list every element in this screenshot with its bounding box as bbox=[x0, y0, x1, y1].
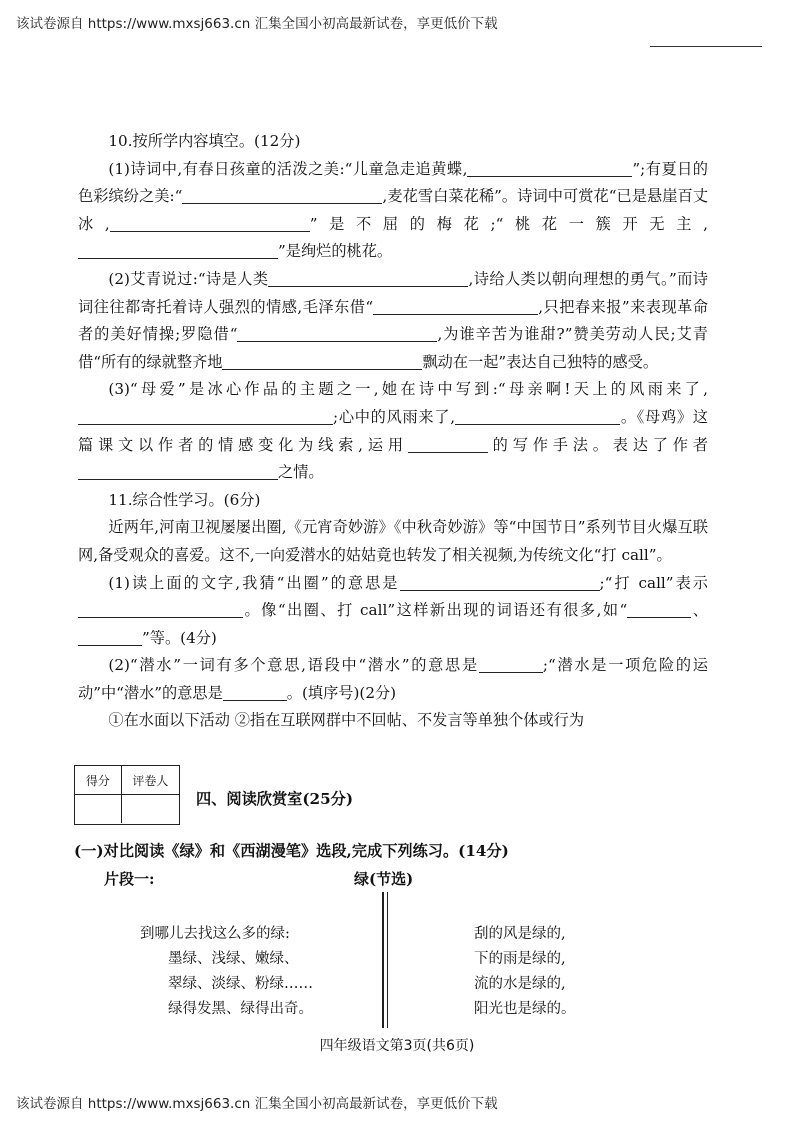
answer-blank[interactable] bbox=[467, 160, 632, 177]
watermark-bottom: 该试卷源自 https://www.mxsj663.cn 汇集全国小初高最新试卷，享更低价下载 bbox=[16, 1096, 498, 1112]
question-11-options: ①在水面以下活动 ②指在互联网群中不回帖、不发言等单独个体或行为 bbox=[108, 711, 585, 730]
text-segment: ,只把春来报”来表现革命者的美好情操;罗隐借“ bbox=[78, 297, 709, 344]
grader-cell[interactable] bbox=[121, 795, 179, 823]
text-segment: (1)诗词中,有春日孩童的活泼之美:“儿童急走追黄蝶, bbox=[108, 159, 468, 178]
text-segment: 。像“出圈、打 call”这样新出现的词语还有很多,如“ bbox=[243, 601, 628, 620]
answer-blank[interactable] bbox=[408, 436, 488, 453]
watermark-top: 该试卷源自 https://www.mxsj663.cn 汇集全国小初高最新试卷，享更低价下载 bbox=[16, 16, 498, 32]
answer-blank[interactable] bbox=[222, 353, 422, 370]
poem-left-column bbox=[140, 922, 313, 1022]
question-10-part-1 bbox=[78, 156, 708, 266]
fragment-label: 片段一: bbox=[104, 870, 155, 888]
answer-blank[interactable] bbox=[268, 270, 468, 287]
answer-blank[interactable] bbox=[78, 601, 243, 618]
answer-blank[interactable] bbox=[78, 408, 333, 425]
text-segment: 、 bbox=[691, 601, 708, 620]
poem-line: 阳光也是绿的。 bbox=[474, 1001, 576, 1017]
text-segment: (2)艾青说过:“诗是人类 bbox=[108, 269, 269, 288]
text-segment: (2)“潜水”一词有多个意思,语段中“潜水”的意思是 bbox=[108, 656, 479, 675]
poem-line: 墨绿、浅绿、嫩绿、 bbox=[168, 951, 299, 967]
answer-blank[interactable] bbox=[455, 408, 620, 425]
question-content bbox=[78, 128, 708, 735]
text-segment: (3)“母爱”是冰心作品的主题之一,她在诗中写到:“母亲啊!天上的风雨来了, bbox=[108, 380, 708, 399]
score-box-body bbox=[75, 794, 179, 823]
poem-line: 翠绿、淡绿、粉绿…… bbox=[168, 976, 313, 992]
answer-blank[interactable] bbox=[78, 629, 142, 646]
poem-divider bbox=[382, 892, 384, 1028]
answer-blank[interactable] bbox=[479, 656, 543, 673]
header-rule bbox=[650, 46, 762, 47]
answer-blank[interactable] bbox=[373, 298, 538, 315]
question-11-part-2 bbox=[78, 652, 708, 707]
question-11-title: 11.综合性学习。(6分) bbox=[108, 490, 261, 509]
question-10-part-3 bbox=[78, 376, 708, 486]
text-segment: ”等。(4分) bbox=[142, 628, 217, 647]
answer-blank[interactable] bbox=[400, 574, 600, 591]
score-label: 得分 bbox=[85, 773, 110, 788]
answer-blank[interactable] bbox=[237, 325, 437, 342]
text-segment: 飘动在一起”表达自己独特的感受。 bbox=[422, 352, 659, 371]
question-10-title: 10.按所学内容填空。(12分) bbox=[108, 132, 301, 150]
text-segment: (1)读上面的文字,我猜“出圈”的意思是 bbox=[108, 573, 400, 592]
score-box-header bbox=[75, 766, 179, 794]
text-segment: ”是不屈的梅花;“桃花一簇开无主, bbox=[309, 214, 709, 233]
answer-blank[interactable] bbox=[223, 684, 287, 701]
poem-line: 下的雨是绿的, bbox=[474, 951, 566, 967]
text-segment: ;“打 call”表示 bbox=[599, 573, 708, 592]
answer-blank[interactable] bbox=[110, 215, 310, 232]
score-box bbox=[74, 765, 180, 825]
text-segment: ;“潜水是一项危险的运动”中“潜水”的意思是 bbox=[78, 656, 708, 702]
answer-blank[interactable] bbox=[182, 187, 382, 204]
poem-line: 绿得发黑、绿得出奇。 bbox=[168, 1001, 313, 1017]
poem-line: 刮的风是绿的, bbox=[474, 926, 566, 942]
text-segment: ”;有夏日的色彩缤纷之美:“ bbox=[78, 159, 708, 206]
poem-line: 流的水是绿的, bbox=[474, 976, 566, 992]
poem-line: 到哪儿去找这么多的绿: bbox=[140, 926, 290, 942]
text-segment: 。《母鸡》这篇课文以作者的情感变化为线索,运用 bbox=[78, 407, 708, 454]
answer-blank[interactable] bbox=[78, 463, 278, 480]
section-4-title: 四、阅读欣赏室(25分) bbox=[196, 790, 354, 808]
score-cell[interactable] bbox=[75, 795, 121, 823]
answer-blank[interactable] bbox=[78, 242, 278, 259]
text-segment: 。(填序号)(2分) bbox=[286, 683, 397, 702]
question-10-part-2 bbox=[78, 266, 708, 376]
part-1-instruction: (一)对比阅读《绿》和《西湖漫笔》选段,完成下列练习。(14分) bbox=[74, 842, 509, 860]
grader-label: 评卷人 bbox=[121, 766, 179, 794]
text-segment: ,诗给人类以朝向理想的勇气。”而诗词往往都寄托着诗人强烈的情感,毛泽东借“ bbox=[78, 269, 708, 316]
text-segment: ”是绚烂的桃花。 bbox=[278, 242, 393, 261]
text-segment: 的写作手法。表达了作者 bbox=[487, 435, 709, 454]
poem-right-column bbox=[474, 922, 576, 1022]
question-11-part-1 bbox=[78, 570, 708, 653]
text-segment: 之情。 bbox=[278, 463, 324, 482]
poem-title: 绿(节选) bbox=[354, 870, 414, 888]
answer-blank[interactable] bbox=[627, 601, 691, 618]
poem-divider-thin bbox=[387, 892, 388, 1028]
question-11-intro: 近两年,河南卫视屡屡出圈,《元宵奇妙游》《中秋奇妙游》等“中国节日”系列节目火爆互联网,备受观众的喜爱。这不,一向爱潜水的姑姑竟也转发了相关视频,为传统文化“打 call”。 bbox=[78, 518, 708, 564]
page-footer: 四年级语文第3页(共6页) bbox=[319, 1038, 475, 1054]
text-segment: ,为谁辛苦为谁甜?”赞美劳动人民;艾青借“所有的绿就整齐地 bbox=[78, 325, 708, 371]
text-segment: ,麦花雪白菜花稀”。诗词中可赏花“已是悬崖百丈冰, bbox=[78, 187, 709, 233]
text-segment: ;心中的风雨来了, bbox=[333, 407, 456, 426]
